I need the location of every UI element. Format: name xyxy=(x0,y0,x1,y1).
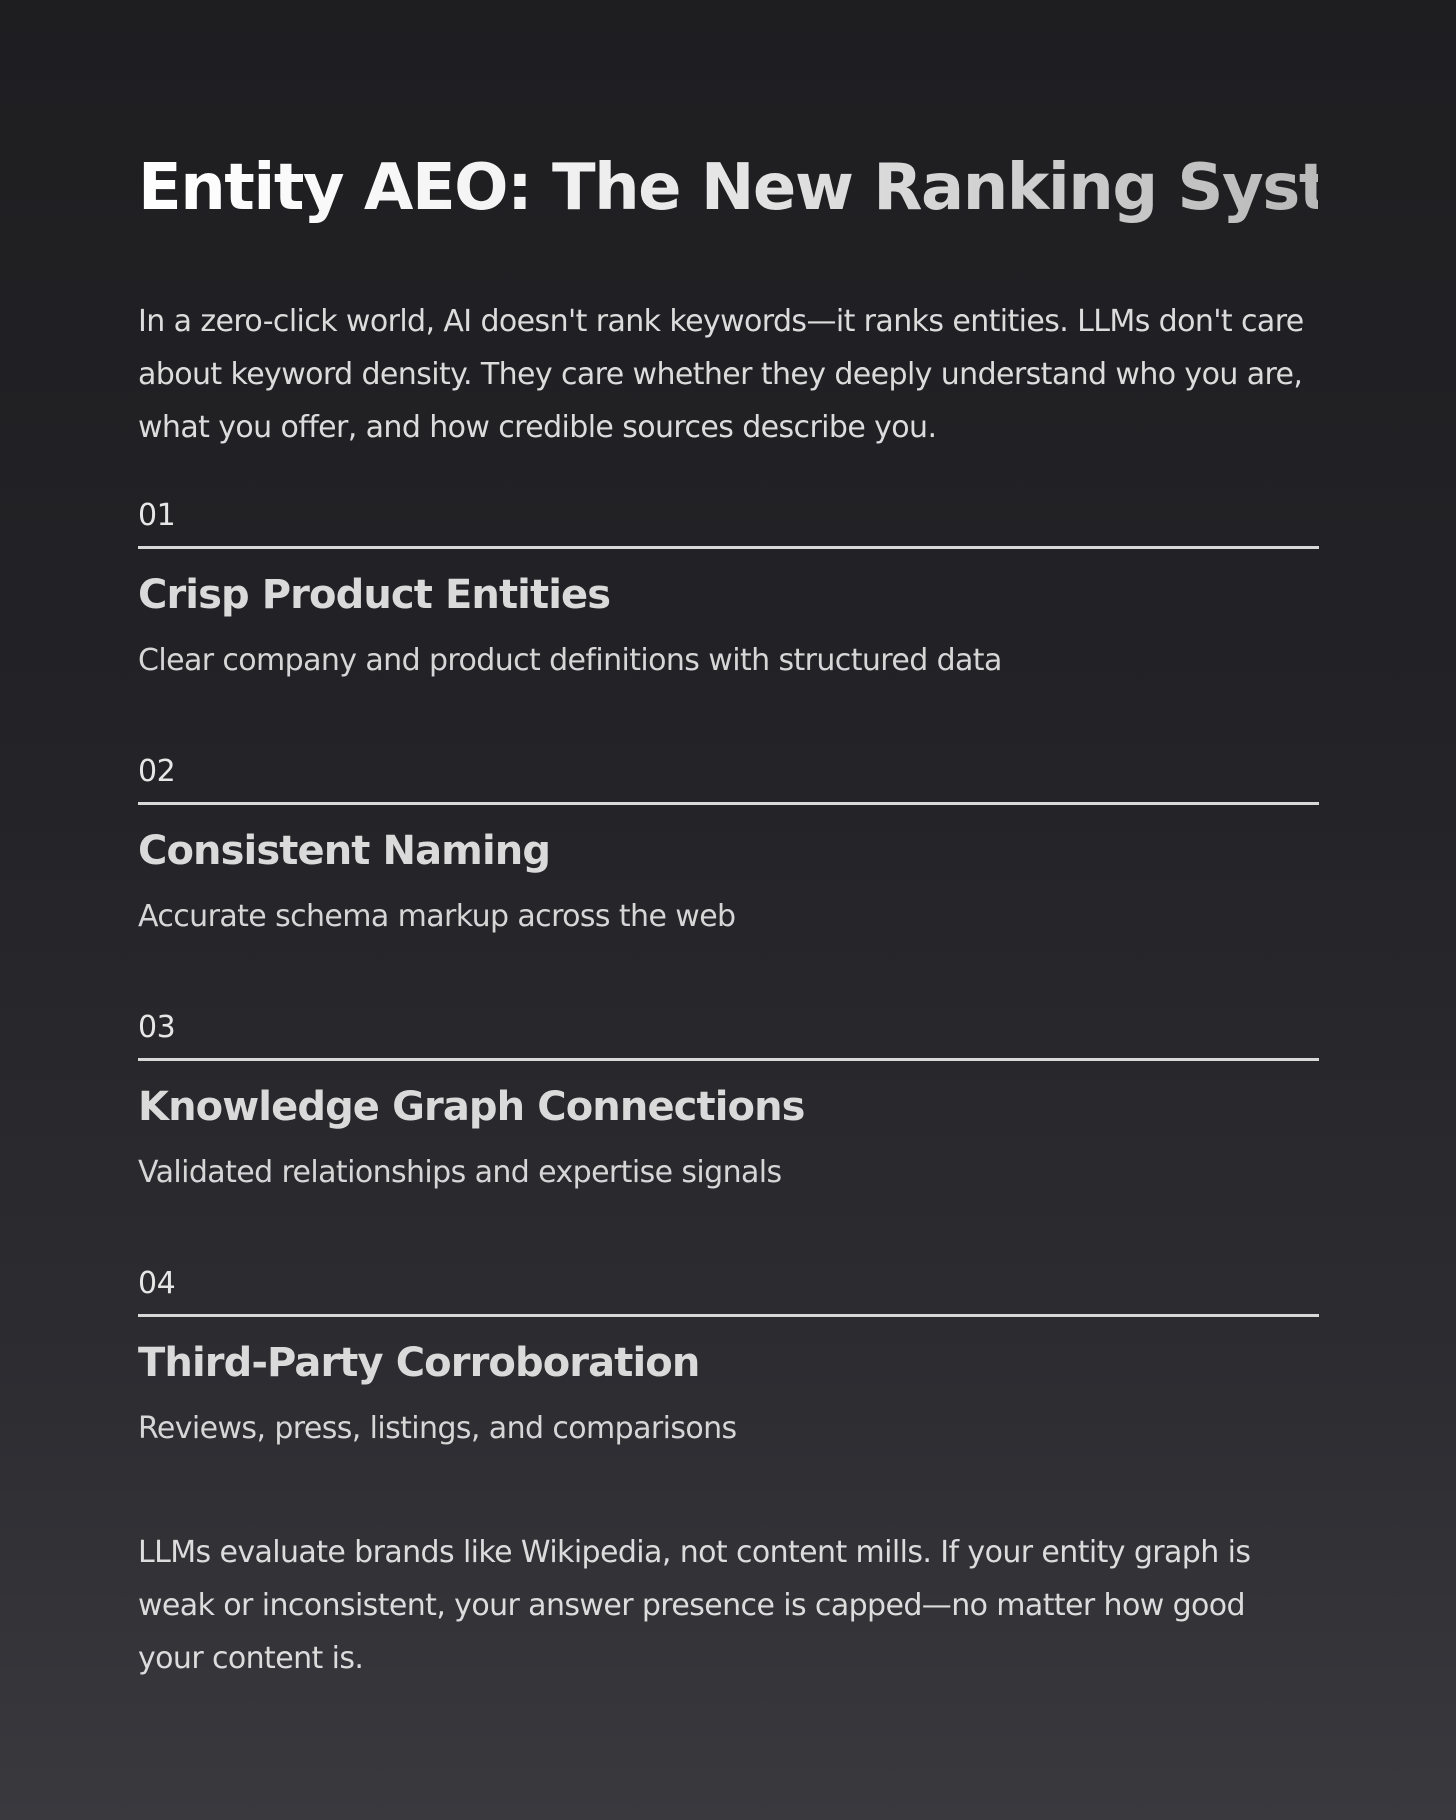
step-description: Reviews, press, listings, and comparisons xyxy=(138,1411,737,1446)
step-description: Clear company and product definitions with structured data xyxy=(138,643,1002,678)
step-title: Crisp Product Entities xyxy=(138,572,611,618)
step-title: Consistent Naming xyxy=(138,828,551,874)
step-number: 02 xyxy=(138,754,176,789)
step-number: 04 xyxy=(138,1266,176,1301)
step-number: 03 xyxy=(138,1010,176,1045)
step-description: Accurate schema markup across the web xyxy=(138,899,736,934)
step-divider xyxy=(138,802,1319,805)
step-item xyxy=(138,494,1318,750)
step-item xyxy=(138,1262,1318,1518)
step-divider xyxy=(138,546,1319,549)
step-divider xyxy=(138,1058,1319,1061)
page-title: Entity AEO: The New Ranking System xyxy=(138,148,1318,228)
step-title: Knowledge Graph Connections xyxy=(138,1084,805,1130)
intro-paragraph: In a zero-click world, AI doesn't rank keywords—it ranks entities. LLMs don't care about keyword density. They care whether they deeply understand who you are, what you offer, and how credible sources describe you. xyxy=(138,304,1304,445)
step-item xyxy=(138,750,1318,1006)
step-divider xyxy=(138,1314,1319,1317)
step-description: Validated relationships and expertise signals xyxy=(138,1155,782,1190)
steps-list xyxy=(138,494,1318,1518)
step-number: 01 xyxy=(138,498,176,533)
step-item xyxy=(138,1006,1318,1262)
step-title: Third-Party Corroboration xyxy=(138,1340,700,1386)
closing-paragraph: LLMs evaluate brands like Wikipedia, not content mills. If your entity graph is weak or inconsistent, your answer presence is capped—no matter how good your content is. xyxy=(138,1535,1251,1676)
